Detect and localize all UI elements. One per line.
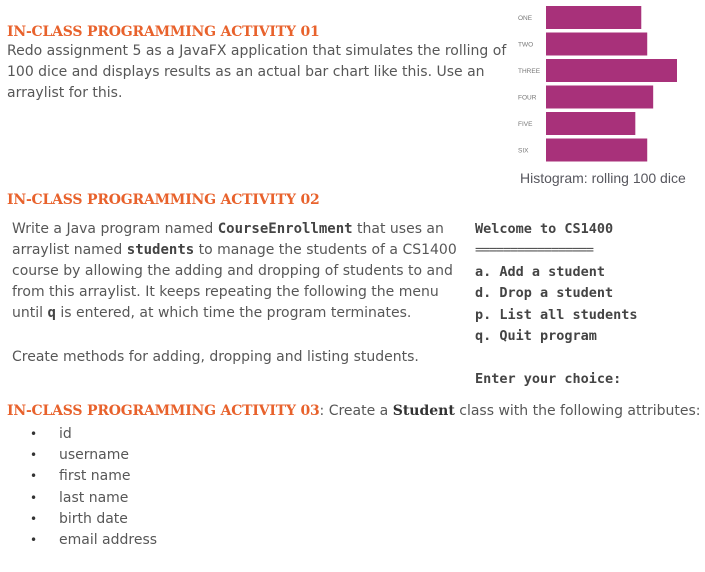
activity1-description [7, 41, 507, 104]
activity2-line-1 [12, 219, 467, 240]
attribute-label: birth date [59, 510, 128, 527]
list-item [30, 424, 157, 445]
menu-item-list: p. List all students [475, 306, 638, 323]
list-item [30, 466, 157, 487]
attribute-label: username [59, 447, 129, 464]
text-span: to manage the students of a CS1400 [194, 242, 457, 258]
bar-four [546, 86, 653, 109]
activity2-line-5 [12, 303, 467, 324]
list-item [30, 445, 157, 466]
histogram-svg [512, 0, 705, 170]
activity3-heading: IN-CLASS PROGRAMMING ACTIVITY 03 [7, 403, 320, 419]
text-span: is entered, at which time the program terminates. [55, 305, 412, 321]
menu-item-drop: d. Drop a student [475, 285, 614, 302]
attribute-label: first name [59, 468, 131, 485]
bar-three [546, 59, 677, 82]
attribute-label: last name [59, 489, 129, 506]
activity3-line [7, 403, 701, 419]
bullet-icon: • [30, 511, 38, 526]
text-span: until [12, 305, 48, 321]
menu-title: Welcome to CS1400 [475, 221, 614, 237]
bullet-icon: • [30, 448, 38, 463]
menu-item-quit: q. Quit program [475, 328, 597, 345]
activity2-methods-note: Create methods for adding, dropping and listing students. [12, 349, 419, 365]
bar-five [546, 112, 635, 135]
tick-label-five: FIVE [518, 121, 533, 128]
activity2-line-4: from this arraylist. It keeps repeating the following the menu [12, 284, 439, 300]
bullet-icon: • [30, 427, 38, 441]
text-span: class with the following attributes: [454, 403, 701, 419]
menu-item-add: a. Add a student [475, 263, 606, 280]
list-item [30, 488, 157, 509]
attribute-label: id [59, 426, 72, 442]
console-menu [475, 219, 638, 390]
menu-prompt: Enter your choice: [475, 370, 622, 387]
tick-label-two: TWO [518, 41, 534, 49]
tick-label-one: ONE [518, 15, 533, 22]
activity2-heading: IN-CLASS PROGRAMMING ACTIVITY 02 [7, 192, 320, 208]
tick-label-six: SIX [518, 147, 529, 155]
activity1-line-3: arraylist for this. [7, 85, 123, 101]
code-course-enrollment: CourseEnrollment [217, 221, 353, 237]
chart-title: Histogram: rolling 100 dice [520, 170, 686, 186]
bar-two [546, 33, 647, 56]
text-span: Write a Java program named [12, 221, 218, 237]
attribute-label: email address [59, 532, 158, 549]
list-item [30, 509, 157, 530]
activity1-line-1: Redo assignment 5 as a JavaFX application that simulates the rolling of [7, 43, 507, 59]
attribute-list [30, 424, 157, 551]
bullet-icon: • [30, 469, 38, 484]
list-item [30, 530, 157, 551]
tick-label-four: FOUR [518, 94, 537, 102]
activity1-heading: IN-CLASS PROGRAMMING ACTIVITY 01 [7, 24, 320, 40]
bullet-icon: • [30, 490, 38, 505]
menu-rule: ================= [475, 242, 593, 259]
text-span: that uses an [352, 221, 444, 237]
bar-six [546, 139, 647, 162]
activity2-line-3: course by allowing the adding and dropping of students to and [12, 263, 453, 279]
bar-one [546, 6, 641, 29]
activity2-line-2 [12, 240, 467, 261]
histogram-chart [512, 0, 705, 190]
activity2-description [12, 219, 467, 324]
activity1-line-2: 100 dice and displays results as an actual bar chart like this. Use an [7, 64, 485, 80]
code-students: students [126, 242, 195, 258]
tick-label-three: THREE [518, 68, 541, 75]
text-span: arraylist named [12, 242, 127, 258]
code-q: q [47, 305, 56, 321]
text-span: : Create a [319, 403, 393, 419]
menu-spacer [475, 347, 638, 368]
class-name-student: Student [392, 403, 455, 419]
bullet-icon: • [30, 533, 38, 548]
